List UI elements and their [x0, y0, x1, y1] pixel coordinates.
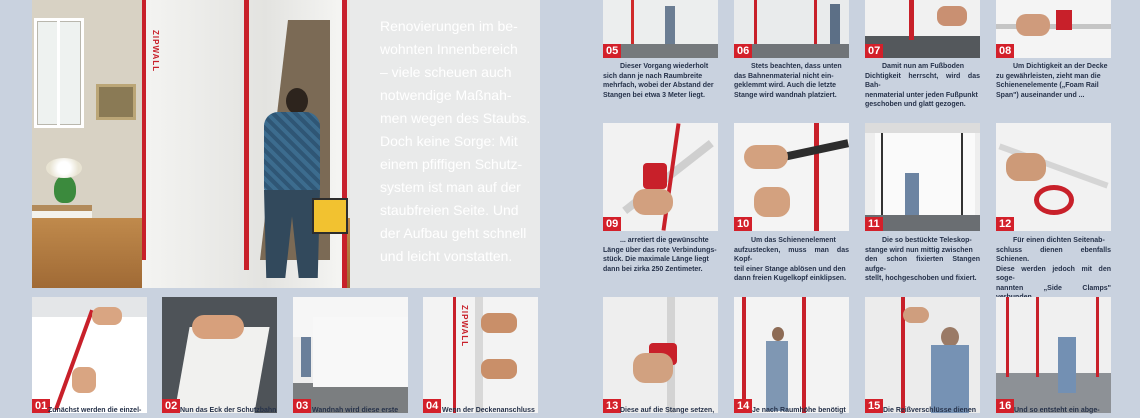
caption-line: stück. Die maximale Länge liegt — [603, 256, 709, 263]
step-number: 14 — [734, 399, 752, 413]
clamp — [643, 163, 667, 189]
worker-head — [772, 327, 784, 341]
caption-line: nannten „Side Clamps" — [996, 284, 1111, 292]
step-photo-11 — [865, 123, 980, 231]
step-caption-13 — [620, 406, 719, 416]
caption-line: Je nach Raumhöhe benötigt — [752, 407, 846, 414]
step-number: 01 — [32, 399, 50, 413]
step-caption-02 — [180, 406, 279, 416]
hand — [937, 6, 967, 26]
pole — [631, 0, 634, 44]
caption-line: Wandnah wird diese erste — [312, 407, 399, 414]
step-caption-15 — [883, 406, 982, 416]
toolbox — [312, 198, 348, 234]
flowers — [46, 158, 82, 178]
window-frame — [57, 18, 60, 128]
caption-line: Diese werden jedoch mit den soge- — [996, 265, 1111, 282]
zipper-strip — [802, 297, 806, 413]
zipper-strip — [1036, 297, 1039, 377]
step-photo-05 — [603, 0, 718, 58]
step-number: 08 — [996, 44, 1014, 58]
step-number: 05 — [603, 44, 621, 58]
caption-line: ... arretiert die gewünschte — [620, 237, 709, 244]
caption-line: nenmaterial unter jeden Fußpunkt — [865, 91, 978, 99]
caption-line: dann freien Kugelkopf einklipsen. — [734, 275, 847, 282]
intro-line: staubfreien Seite. Und — [380, 202, 519, 218]
caption-line: teil einer Stange ablösen und den — [734, 265, 846, 273]
step-photo-10 — [734, 123, 849, 231]
step-number: 10 — [734, 217, 752, 231]
caption-line: Um das Schienenelement — [751, 237, 836, 244]
step-photo-06 — [734, 0, 849, 58]
step-number: 13 — [603, 399, 621, 413]
sheet — [313, 317, 408, 387]
caption-line: sich dann je nach Raumbreite — [603, 72, 703, 80]
step-number: 16 — [996, 399, 1014, 413]
caption-line: Die Reißverschlüsse dienen — [883, 407, 976, 414]
step-number: 12 — [996, 217, 1014, 231]
step-number: 03 — [293, 399, 311, 413]
step-photo-09 — [603, 123, 718, 231]
step-photo-14 — [734, 297, 849, 413]
worker — [830, 4, 840, 44]
zipwall-pole-right — [342, 0, 347, 288]
worker — [766, 341, 788, 411]
hand — [744, 145, 788, 169]
step-photo-04 — [423, 297, 538, 413]
hand — [633, 189, 673, 215]
intro-line: Renovierungen im be- — [380, 18, 518, 34]
caption-line: dann bei zirka 250 Zentimeter. — [603, 265, 703, 273]
step-photo-13 — [603, 297, 718, 413]
step-caption-14 — [752, 406, 851, 416]
caption-line: Stangen bei etwa 3 Meter liegt. — [603, 91, 705, 99]
step-caption-07 — [865, 62, 980, 110]
step-caption-05 — [603, 62, 718, 100]
zipper-strip — [1096, 297, 1099, 377]
hand — [633, 353, 673, 383]
worker-shirt — [264, 112, 320, 192]
caption-line: Nun das Eck der Schutzbahn — [180, 407, 277, 414]
zipwall-pole-left — [142, 0, 146, 260]
step-photo-07 — [865, 0, 980, 58]
step-photo-08 — [996, 0, 1111, 58]
caption-line: Zunächst werden die einzel- — [48, 407, 142, 414]
caption-line: geklemmt wird. Auch die letzte — [734, 82, 837, 89]
step-number: 04 — [423, 399, 441, 413]
step-caption-12 — [996, 236, 1111, 303]
zipwall-pole-mid — [244, 0, 249, 270]
caption-line: Damit nun am Fußboden — [882, 63, 965, 70]
caption-line: schluss dienen ebenfalls Schienen. — [996, 246, 1111, 263]
intro-line: wohnten Innenbereich — [380, 41, 518, 57]
intro-line: notwendige Maßnah- — [380, 87, 512, 103]
step-caption-10 — [734, 236, 849, 284]
step-caption-04 — [442, 406, 541, 416]
step-caption-11 — [865, 236, 980, 284]
zipwall-logo: ZIPWALL — [151, 30, 160, 73]
step-caption-06 — [734, 62, 849, 100]
picture-frames — [96, 84, 136, 120]
caption-line: Und so entsteht ein abge- — [1014, 407, 1100, 414]
pole — [881, 133, 883, 215]
step-caption-08 — [996, 62, 1111, 100]
caption-line: Stange wird wandnah platziert. — [734, 91, 837, 99]
caption-line: Diese auf die Stange setzen, — [620, 407, 715, 414]
pole — [754, 0, 757, 44]
zipper-strip — [742, 297, 746, 413]
worker — [931, 345, 969, 413]
step-caption-09 — [603, 236, 718, 274]
zipper-strip — [814, 123, 819, 231]
caption-line: den schon fixierten Stangen aufge- — [865, 256, 980, 273]
caption-line: Um Dichtigkeit an der Decke — [1013, 63, 1108, 70]
step-caption-03 — [312, 406, 411, 416]
caption-line: aufzustecken, muss man das Kopf- — [734, 246, 849, 263]
caption-line: Schienenelemente („Foam Rail — [996, 82, 1099, 89]
hand — [192, 315, 244, 339]
pole — [814, 0, 817, 44]
ceiling — [865, 123, 980, 133]
worker — [905, 173, 919, 215]
hand — [481, 359, 517, 379]
hand — [72, 367, 96, 393]
pole — [996, 24, 1111, 29]
hand — [1006, 153, 1046, 181]
worker-head — [941, 327, 959, 347]
caption-line: Länge über das rote Verbindungs- — [603, 246, 717, 254]
intro-line: – viele scheuen auch — [380, 64, 512, 80]
caption-line: stange wird nun mittig zwischen — [865, 246, 973, 254]
zipwall-logo: ZIPWALL — [460, 305, 469, 348]
step-photo-03 — [293, 297, 408, 413]
step-photo-15 — [865, 297, 980, 413]
step-caption-01 — [48, 406, 147, 416]
caption-line: Dichtigkeit herrscht, wird das Bah- — [865, 72, 980, 89]
intro-line: der Aufbau geht schnell — [380, 225, 527, 241]
zipper-strip — [453, 297, 456, 413]
step-number: 11 — [865, 217, 883, 231]
pole — [909, 0, 914, 40]
sheet — [875, 133, 975, 215]
step-photo-12 — [996, 123, 1111, 231]
caption-line: Wenn der Deckenanschluss — [442, 407, 535, 414]
intro-line: system ist man auf der — [380, 179, 521, 195]
step-number: 06 — [734, 44, 752, 58]
caption-line: zu gewährleisten, zieht man die — [996, 72, 1101, 80]
pole — [961, 133, 963, 215]
sheet — [174, 327, 269, 413]
caption-line: Span") auseinander und ... — [996, 91, 1085, 99]
hand — [903, 307, 929, 323]
step-photo-16 — [996, 297, 1111, 413]
step-number: 07 — [865, 44, 883, 58]
intro-text — [380, 15, 531, 268]
intro-line: einem pfiffigen Schutz- — [380, 156, 523, 172]
worker — [1058, 337, 1076, 393]
pole — [475, 297, 483, 413]
hand — [481, 313, 517, 333]
intro-line: und leicht vonstatten. — [380, 248, 513, 264]
zipper-strip — [1006, 297, 1009, 377]
step-number: 15 — [865, 399, 883, 413]
intro-line: Doch keine Sorge: Mit — [380, 133, 518, 149]
caption-line: geschoben und glatt gezogen. — [865, 101, 966, 108]
clamp — [1056, 10, 1072, 30]
caption-line: mehrfach, wobei der Abstand der — [603, 82, 714, 89]
step-photo-01 — [32, 297, 147, 413]
hand — [1016, 14, 1050, 36]
vase-plant — [54, 175, 76, 203]
step-photo-02 — [162, 297, 277, 413]
caption-line: Stets beachten, dass unten — [751, 63, 842, 70]
worker — [665, 6, 675, 44]
clamp — [1034, 185, 1074, 215]
worker-head — [286, 88, 308, 114]
caption-line: das Bahnenmaterial nicht ein- — [734, 72, 834, 80]
hand — [92, 307, 122, 325]
caption-line: stellt, hochgeschoben und fixiert. — [865, 275, 977, 282]
worker — [301, 337, 311, 377]
step-number: 09 — [603, 217, 621, 231]
hand — [754, 187, 790, 217]
caption-line: Für einen dichten Seitenab- — [1013, 237, 1105, 244]
step-number: 02 — [162, 399, 180, 413]
caption-line: Die so bestückte Teleskop- — [882, 237, 972, 244]
intro-line: men wegen des Staubs. — [380, 110, 531, 126]
caption-line: Dieser Vorgang wiederholt — [620, 63, 709, 70]
step-caption-16 — [1014, 406, 1113, 416]
